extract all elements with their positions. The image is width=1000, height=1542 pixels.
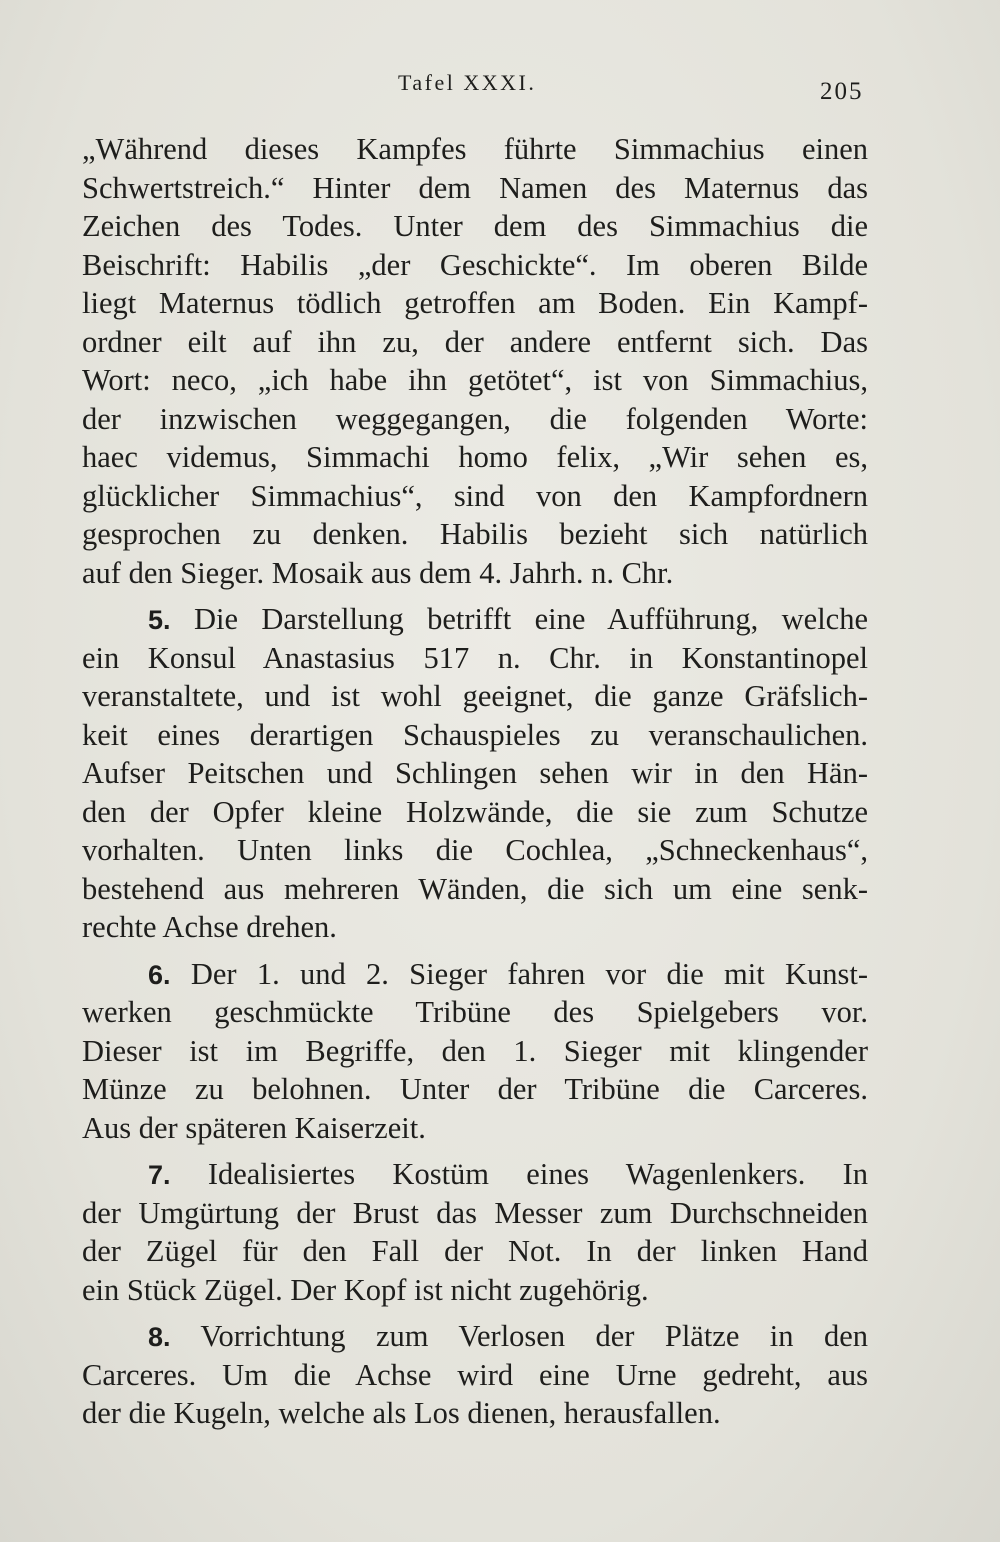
text-line: haec videmus, Simmachi homo felix, „Wir sehen es, — [82, 440, 868, 474]
text-line: der Umgürtung der Brust das Messer zum Durchschneiden — [82, 1195, 868, 1230]
paragraph-gap — [82, 947, 868, 955]
paragraph-gap — [82, 1147, 868, 1155]
text-line: der Zügel für den Fall der Not. In der linken Hand — [82, 1234, 868, 1268]
text-line: den der Opfer kleine Holzwände, die sie zum Schutze — [82, 794, 868, 829]
text-line: ein Konsul Anastasius 517 n. Chr. in Konstantinopel — [82, 640, 868, 675]
text-line: Aus der späteren Kaiserzeit. — [82, 1110, 426, 1145]
line-text: Die Darstellung betrifft eine Aufführung, welche — [193, 602, 868, 636]
text-line: glücklicher Simmachius“, sind von den Kampfordnern — [82, 478, 868, 513]
text-line: der inzwischen weggegangen, die folgenden Worte: — [82, 401, 868, 436]
paragraph-gap — [82, 592, 868, 600]
text-line: liegt Maternus tödlich getroffen am Boden. Ein Kampf- — [82, 286, 868, 320]
paragraph — [82, 1155, 868, 1309]
item-number: 6. — [148, 959, 171, 990]
text-line: rechte Achse drehen. — [82, 910, 337, 944]
text-line: Münze zu belohnen. Unter der Tribüne die Carceres. — [82, 1072, 868, 1106]
item-number: 7. — [148, 1160, 171, 1190]
text-line: werken geschmückte Tribüne des Spielgebers vor. — [82, 995, 868, 1029]
text-line — [82, 955, 868, 994]
paragraph-gap — [82, 1309, 868, 1317]
paragraph — [82, 955, 868, 1148]
text-line: vorhalten. Unten links die Cochlea, „Schneckenhaus“, — [82, 833, 868, 867]
text-line — [82, 600, 868, 639]
page-header — [0, 62, 1000, 105]
running-head: Tafel XXXI. — [398, 70, 537, 95]
text-line: keit eines derartigen Schauspieles zu veranschaulichen. — [82, 717, 868, 752]
line-text: Vorrichtung zum Verlosen der Plätze in den — [200, 1319, 868, 1353]
line-text: Der 1. und 2. Sieger fahren vor die mit Kunst- — [190, 956, 868, 991]
paragraph — [82, 1317, 868, 1433]
text-line: „Während dieses Kampfes führte Simmachius einen — [82, 132, 868, 166]
text-line: der die Kugeln, welche als Los dienen, herausfallen. — [82, 1396, 721, 1430]
text-line: Carceres. Um die Achse wird eine Urne gedreht, aus — [82, 1357, 868, 1392]
text-line: Aufser Peitschen und Schlingen sehen wir in den Hän- — [82, 756, 868, 790]
paragraph — [82, 130, 868, 592]
text-line: Zeichen des Todes. Unter dem des Simmachius die — [82, 209, 868, 243]
text-line — [82, 1317, 868, 1356]
item-number: 5. — [148, 605, 171, 635]
text-line: veranstaltete, und ist wohl geeignet, die ganze Gräfslich- — [82, 679, 868, 713]
text-line: auf den Sieger. Mosaik aus dem 4. Jahrh. n. Chr. — [82, 555, 674, 590]
text-line — [82, 1155, 868, 1194]
text-line: ein Stück Zügel. Der Kopf ist nicht zugehörig. — [82, 1272, 649, 1307]
text-line: ordner eilt auf ihn zu, der andere entfernt sich. Das — [82, 324, 868, 359]
line-text: Idealisiertes Kostüm eines Wagenlenkers. In — [207, 1157, 868, 1191]
text-line: Dieser ist im Begriffe, den 1. Sieger mit klingender — [82, 1033, 868, 1068]
page-number: 205 — [820, 78, 864, 105]
text-line: Schwertstreich.“ Hinter dem Namen des Maternus das — [82, 170, 868, 205]
text-line: gesprochen zu denken. Habilis bezieht sich natürlich — [82, 517, 868, 551]
paragraph — [82, 600, 868, 947]
item-number: 8. — [148, 1322, 171, 1352]
text-line: Wort: neco, „ich habe ihn getötet“, ist von Simmachius, — [82, 363, 868, 397]
text-line: Beischrift: Habilis „der Geschickte“. Im oberen Bilde — [82, 247, 868, 282]
text-line: bestehend aus mehreren Wänden, die sich um eine senk- — [82, 871, 868, 906]
body-text — [82, 130, 868, 1433]
